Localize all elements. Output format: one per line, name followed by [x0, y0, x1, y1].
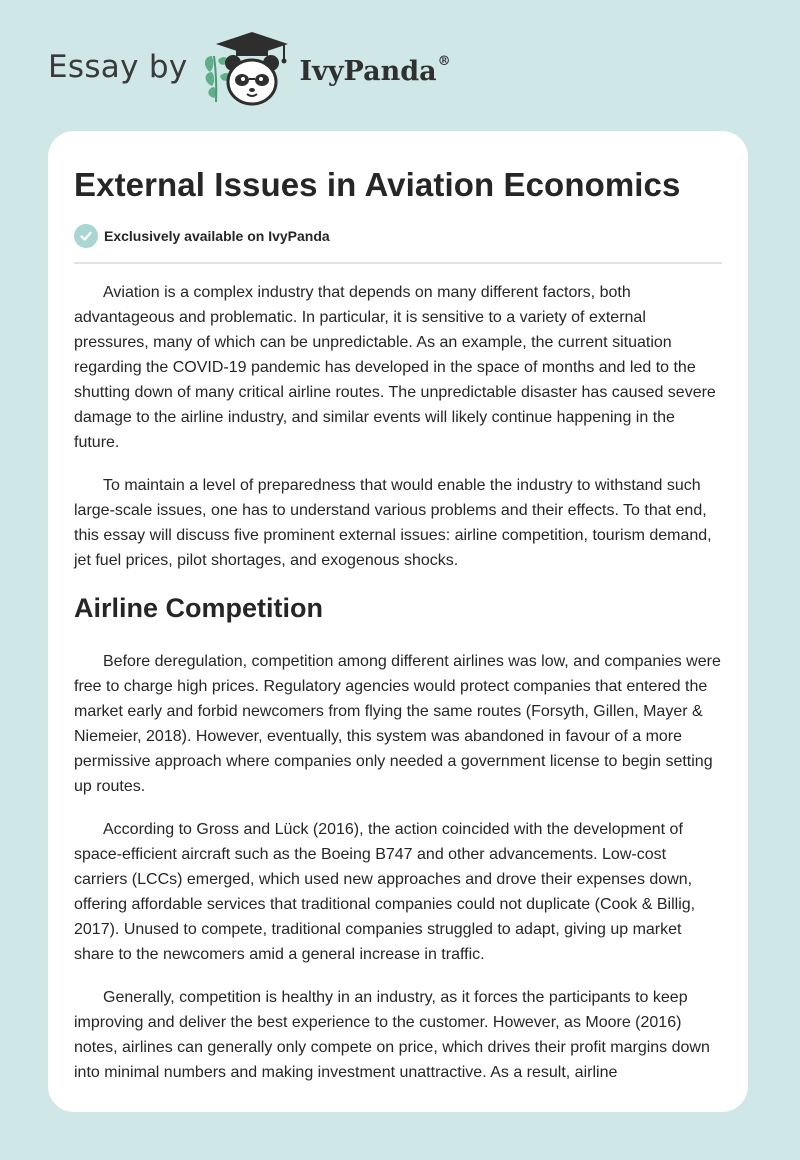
exclusive-label: Exclusively available on IvyPanda: [104, 228, 330, 244]
ivypanda-logo-icon: [200, 30, 296, 110]
page-title: External Issues in Aviation Economics: [74, 166, 681, 203]
check-icon: [74, 224, 98, 248]
paragraph: According to Gross and Lück (2016), the action coincided with the development of space-efficient aircraft such as the Boeing B747 and other advancements. Low-cost carriers (LCCs) emerged, which used new approaches and drove their expenses down, offering affordable services that traditional companies could not duplicate (Cook & Billig, 2017). Unused to compete, traditional companies struggled to adapt, giving up market share to the newcomers amid a general increase in traffic.: [74, 821, 696, 963]
ivypanda-wordmark: [299, 53, 451, 87]
section-heading: Airline Competition: [74, 593, 323, 623]
brand-name: IvyPanda: [299, 55, 437, 87]
exclusive-badge-row: [74, 224, 722, 264]
paragraph: To maintain a level of preparedness that would enable the industry to withstand such large-scale issues, one has to understand various problems and their effects. To that end, this essay will discuss five prominent external issues: airline competition, tourism demand, jet fuel prices, pilot shortages, and exogenous shocks.: [74, 477, 712, 569]
paragraph: Before deregulation, competition among different airlines was low, and companies were free to charge high prices. Regulatory agencies would protect companies that entered the market early and forbid newcomers from flying the same routes (Forsyth, Gillen, Mayer & Niemeier, 2018). However, eventually, this system was abandoned in favour of a more permissive approach where companies only needed a government license to begin setting up routes.: [74, 653, 721, 795]
essay-card: [48, 131, 748, 1112]
registered-mark: ®: [437, 53, 451, 69]
essay-by-label: Essay by: [48, 49, 188, 85]
essay-body: [74, 280, 722, 1085]
paragraph: Aviation is a complex industry that depends on many different factors, both advantageous and problematic. In particular, it is sensitive to a variety of external pressures, many of which can be unpredictable. As an example, the current situation regarding the COVID-19 pandemic has developed in the space of months and led to the shutting down of many critical airline routes. The unpredictable disaster has caused severe damage to the airline industry, and similar events will likely continue happening in the future.: [74, 284, 716, 451]
paragraph: Generally, competition is healthy in an industry, as it forces the participants to keep improving and deliver the best experience to the customer. However, as Moore (2016) notes, airlines can generally only compete on price, which drives their profit margins down into minimal numbers and making investment unattractive. As a result, airline: [74, 989, 710, 1081]
brand-header: [48, 30, 451, 110]
